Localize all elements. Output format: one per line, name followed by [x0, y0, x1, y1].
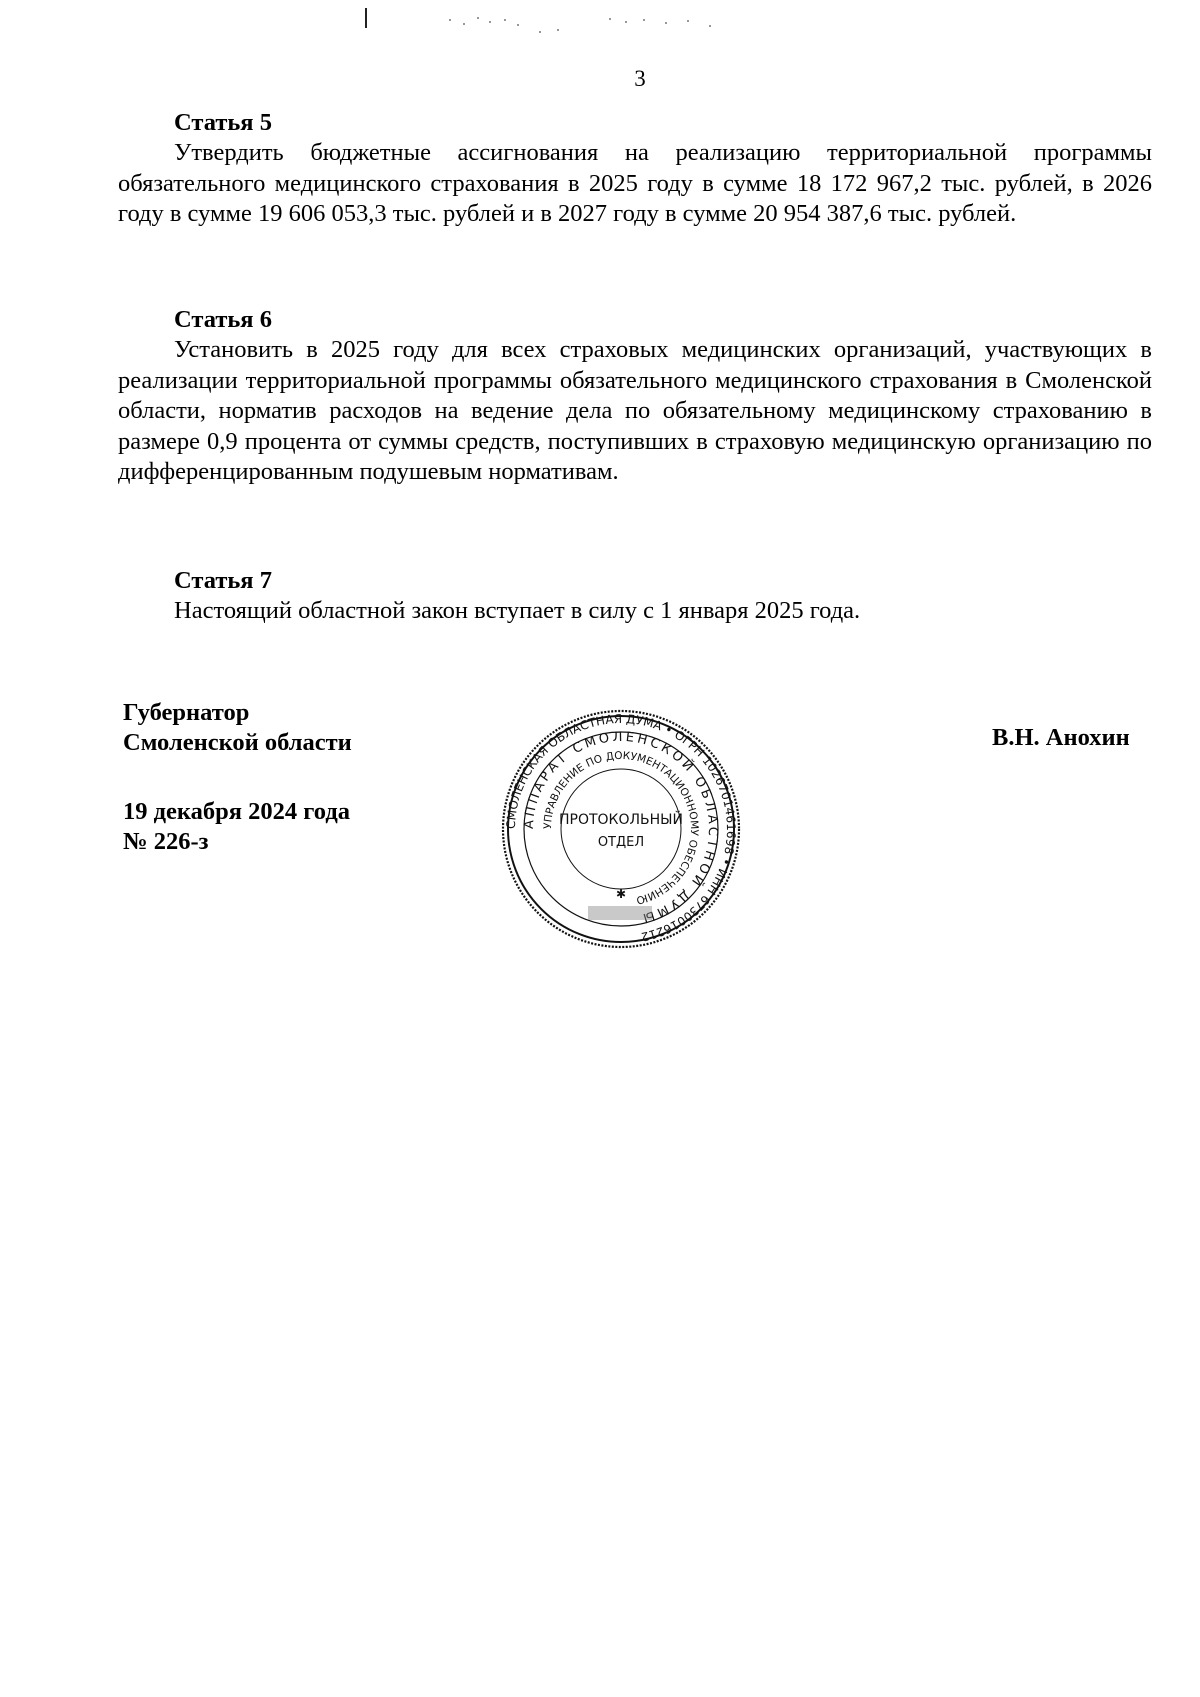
page-number: 3: [634, 66, 646, 91]
official-seal: [500, 708, 742, 950]
seal-center-line-2: ОТДЕЛ: [597, 835, 645, 850]
seal-center-line-1: ПРОТОКОЛЬНЫЙ: [558, 812, 684, 828]
signatory-position: [123, 698, 352, 758]
law-number: № 226-з: [123, 828, 209, 855]
seal-smudge: [588, 906, 652, 920]
article-text: Утвердить бюджетные ассигнования на реализацию территориальной программы обязательного медицинского страхования в 2025 году в сумме 18 172 967,2 тыс. рублей, в 2026 году в сумме 19 606 053,3 тыс. рублей и в 2027 году в сумме 20 954 387,6 тыс. рублей.: [118, 139, 1152, 227]
article-heading: Статья 6: [174, 306, 272, 333]
article-body: [118, 335, 1152, 488]
scan-noise: [430, 8, 750, 40]
law-date: 19 декабря 2024 года: [123, 798, 350, 825]
position-line-1: Губернатор: [123, 699, 250, 726]
article-5: [118, 108, 1152, 230]
article-heading: Статья 5: [174, 109, 272, 136]
signatory-name: В.Н. Анохин: [992, 724, 1130, 751]
article-heading: Статья 7: [174, 567, 272, 594]
article-body: [118, 138, 1152, 230]
article-6: [118, 305, 1152, 488]
scan-edge-mark: [365, 8, 367, 28]
seal-middle-text: АППАРАТ СМОЛЕНСКОЙ ОБЛАСТНОЙ ДУМЫ: [521, 729, 721, 926]
seal-star-icon: ✱: [615, 887, 627, 901]
seal-inner-text: УПРАВЛЕНИЕ ПО ДОКУМЕНТАЦИОННОМУ ОБЕСПЕЧЕНИЮ: [541, 749, 701, 907]
article-text: Настоящий областной закон вступает в силу с 1 января 2025 года.: [174, 597, 861, 624]
law-date-number: [123, 797, 350, 857]
position-line-2: Смоленской области: [123, 729, 352, 756]
article-text: Установить в 2025 году для всех страховых медицинских организаций, участвующих в реализации территориальной программы обязательного медицинского страхования в Смоленской области, норматив расходов на ведение дела по обязательному медицинскому страхованию в размере 0,9 процента от суммы средств, поступивших в страховую медицинскую организацию по дифференцированным подушевым нормативам.: [118, 336, 1152, 485]
seal-outer-text: СМОЛЕНСКАЯ ОБЛАСТНАЯ ДУМА • ОГРН 1026701461698 • ИНН 6730016212: [503, 711, 739, 945]
article-7: [118, 566, 1152, 627]
seal-graphic: [500, 708, 742, 950]
article-body: [118, 596, 1152, 627]
